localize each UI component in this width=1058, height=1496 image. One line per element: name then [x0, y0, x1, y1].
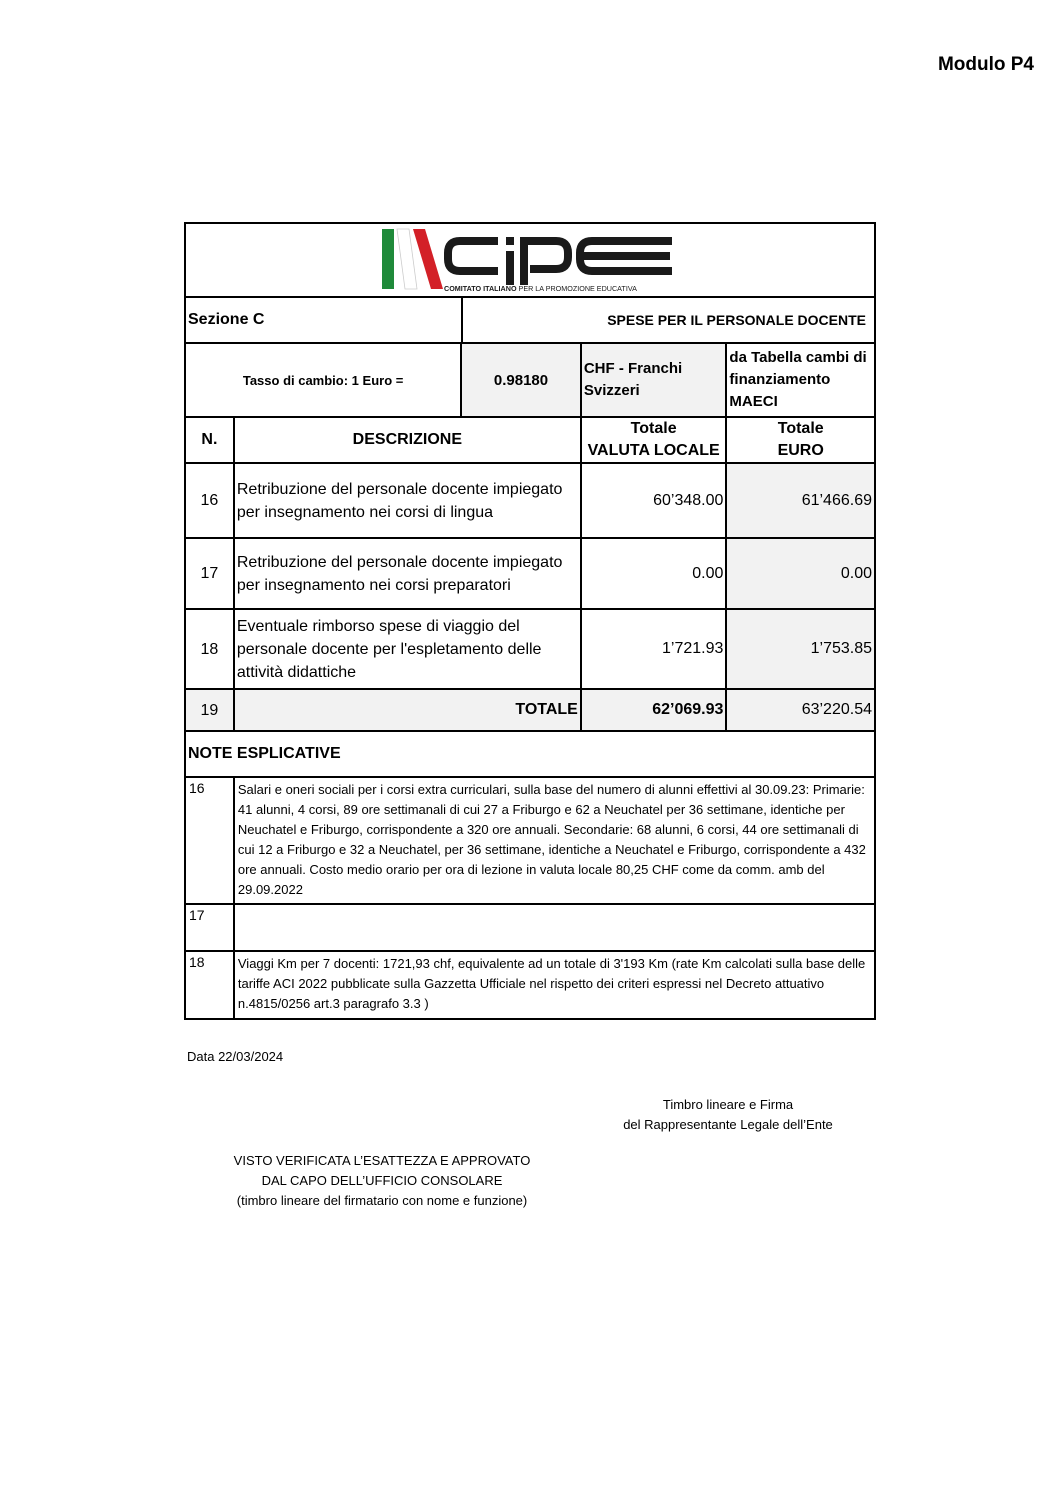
- header-local-line1: Totale: [630, 420, 677, 437]
- row-local-total: 0.00: [582, 539, 728, 608]
- section-label: Sezione C: [186, 298, 463, 342]
- total-number: 19: [186, 690, 235, 730]
- header-description: DESCRIZIONE: [235, 418, 582, 462]
- note-row: [186, 905, 874, 952]
- row-euro-total: 61’466.69: [727, 464, 874, 537]
- svg-text:COMITATO ITALIANO PER LA PROMO: [444, 284, 637, 293]
- logo-tagline-rest: PER LA PROMOZIONE EDUCATIVA: [516, 284, 637, 293]
- row-local-total: 60’348.00: [582, 464, 728, 537]
- consular-line2: DAL CAPO DELL’UFFICIO CONSOLARE: [261, 1173, 503, 1188]
- logo-row: [186, 224, 874, 298]
- row-euro-total: 0.00: [727, 539, 874, 608]
- exchange-row: [186, 344, 874, 418]
- exchange-label: Tasso di cambio: 1 Euro =: [186, 344, 462, 416]
- note-text: [235, 905, 874, 950]
- table-header-row: [186, 418, 874, 464]
- note-row: [186, 778, 874, 905]
- consular-line3: (timbro lineare del firmatario con nome e funzione): [236, 1193, 528, 1208]
- legal-rep-signature: [600, 1095, 856, 1135]
- total-row: [186, 690, 874, 732]
- signature-line1: Timbro lineare e Firma: [662, 1097, 794, 1112]
- row-description: Retribuzione del personale docente impiegato per insegnamento nei corsi preparatori: [235, 539, 582, 608]
- total-local: 62’069.93: [582, 690, 728, 730]
- section-title: SPESE PER IL PERSONALE DOCENTE: [607, 312, 866, 328]
- table-row: [186, 539, 874, 610]
- note-number: 16: [186, 778, 235, 903]
- note-number: 18: [186, 952, 235, 1018]
- header-local: [582, 418, 728, 462]
- row-number: 18: [186, 610, 235, 688]
- header-euro-line2: EURO: [777, 442, 824, 459]
- row-local-total: 1’721.93: [582, 610, 728, 688]
- consular-line1: VISTO VERIFICATA L’ESATTEZZA E APPROVATO: [233, 1153, 531, 1168]
- header-n: N.: [186, 418, 235, 462]
- table-row: [186, 610, 874, 690]
- note-text: Viaggi Km per 7 docenti: 1721,93 chf, equivalente ad un totale di 3'193 Km (rate Km calcolati sulla base delle tariffe ACI 2022 pubblicate sulla Gazzetta Ufficiale nel rispetto dei criteri espressi nel Decreto attuativo n.4815/0256 art.3 paragrafo 3.3 ): [237, 956, 866, 1011]
- header-euro: [727, 418, 874, 462]
- exchange-currency: CHF - Franchi Svizzeri: [582, 344, 728, 416]
- total-euro: 63’220.54: [727, 690, 874, 730]
- row-description: Eventuale rimborso spese di viaggio del personale docente per l'espletamento delle attività didattiche: [235, 610, 582, 688]
- table-row: [186, 464, 874, 539]
- row-number: 16: [186, 464, 235, 537]
- total-label: TOTALE: [235, 690, 582, 730]
- consular-approval: [182, 1151, 582, 1211]
- module-label: Modulo P4: [937, 54, 1034, 75]
- exchange-source: da Tabella cambi di finanziamento MAECI: [729, 349, 867, 410]
- header-euro-line1: Totale: [777, 420, 824, 437]
- row-euro-total: 1’753.85: [727, 610, 874, 688]
- header-local-line2: VALUTA LOCALE: [587, 442, 720, 459]
- section-row: [186, 298, 874, 344]
- logo-tagline-bold: COMITATO ITALIANO: [444, 284, 517, 293]
- note-row: [186, 952, 874, 1018]
- expense-form: [184, 222, 876, 1020]
- notes-title-row: [186, 732, 874, 778]
- note-text: Salari e oneri sociali per i corsi extra curriculari, sulla base del numero di alunni effettivi al 30.09.23: Primarie: 41 alunni, 4 corsi, 89 ore settimanali di cui 27 a Friburgo e 62 a Neuchatel per 36 settimane, identiche per Neuchatel e Friburgo, corrispondente a 320 ore annuali. Secondarie: 68 alunni, 6 corsi, 44 ore settimanali di cui 12 a Friburgo e 32 a Neuchatel, per 36 settimane, identiche a Neuchatel e Friburgo, corrispondente a 432 ore annuali. Costo medio orario per ora di lezione in valuta locale 80,25 CHF come da comm. amb del 29.09.2022: [237, 782, 866, 897]
- note-number: 17: [186, 905, 235, 950]
- notes-title: NOTE ESPLICATIVE: [188, 745, 341, 762]
- cipe-logo: [380, 225, 680, 295]
- row-description: Retribuzione del personale docente impiegato per insegnamento nei corsi di lingua: [235, 464, 582, 537]
- exchange-rate: 0.98180: [462, 344, 582, 416]
- signature-line2: del Rappresentante Legale dell’Ente: [623, 1117, 833, 1132]
- date-line: Data 22/03/2024: [187, 1049, 284, 1064]
- row-number: 17: [186, 539, 235, 608]
